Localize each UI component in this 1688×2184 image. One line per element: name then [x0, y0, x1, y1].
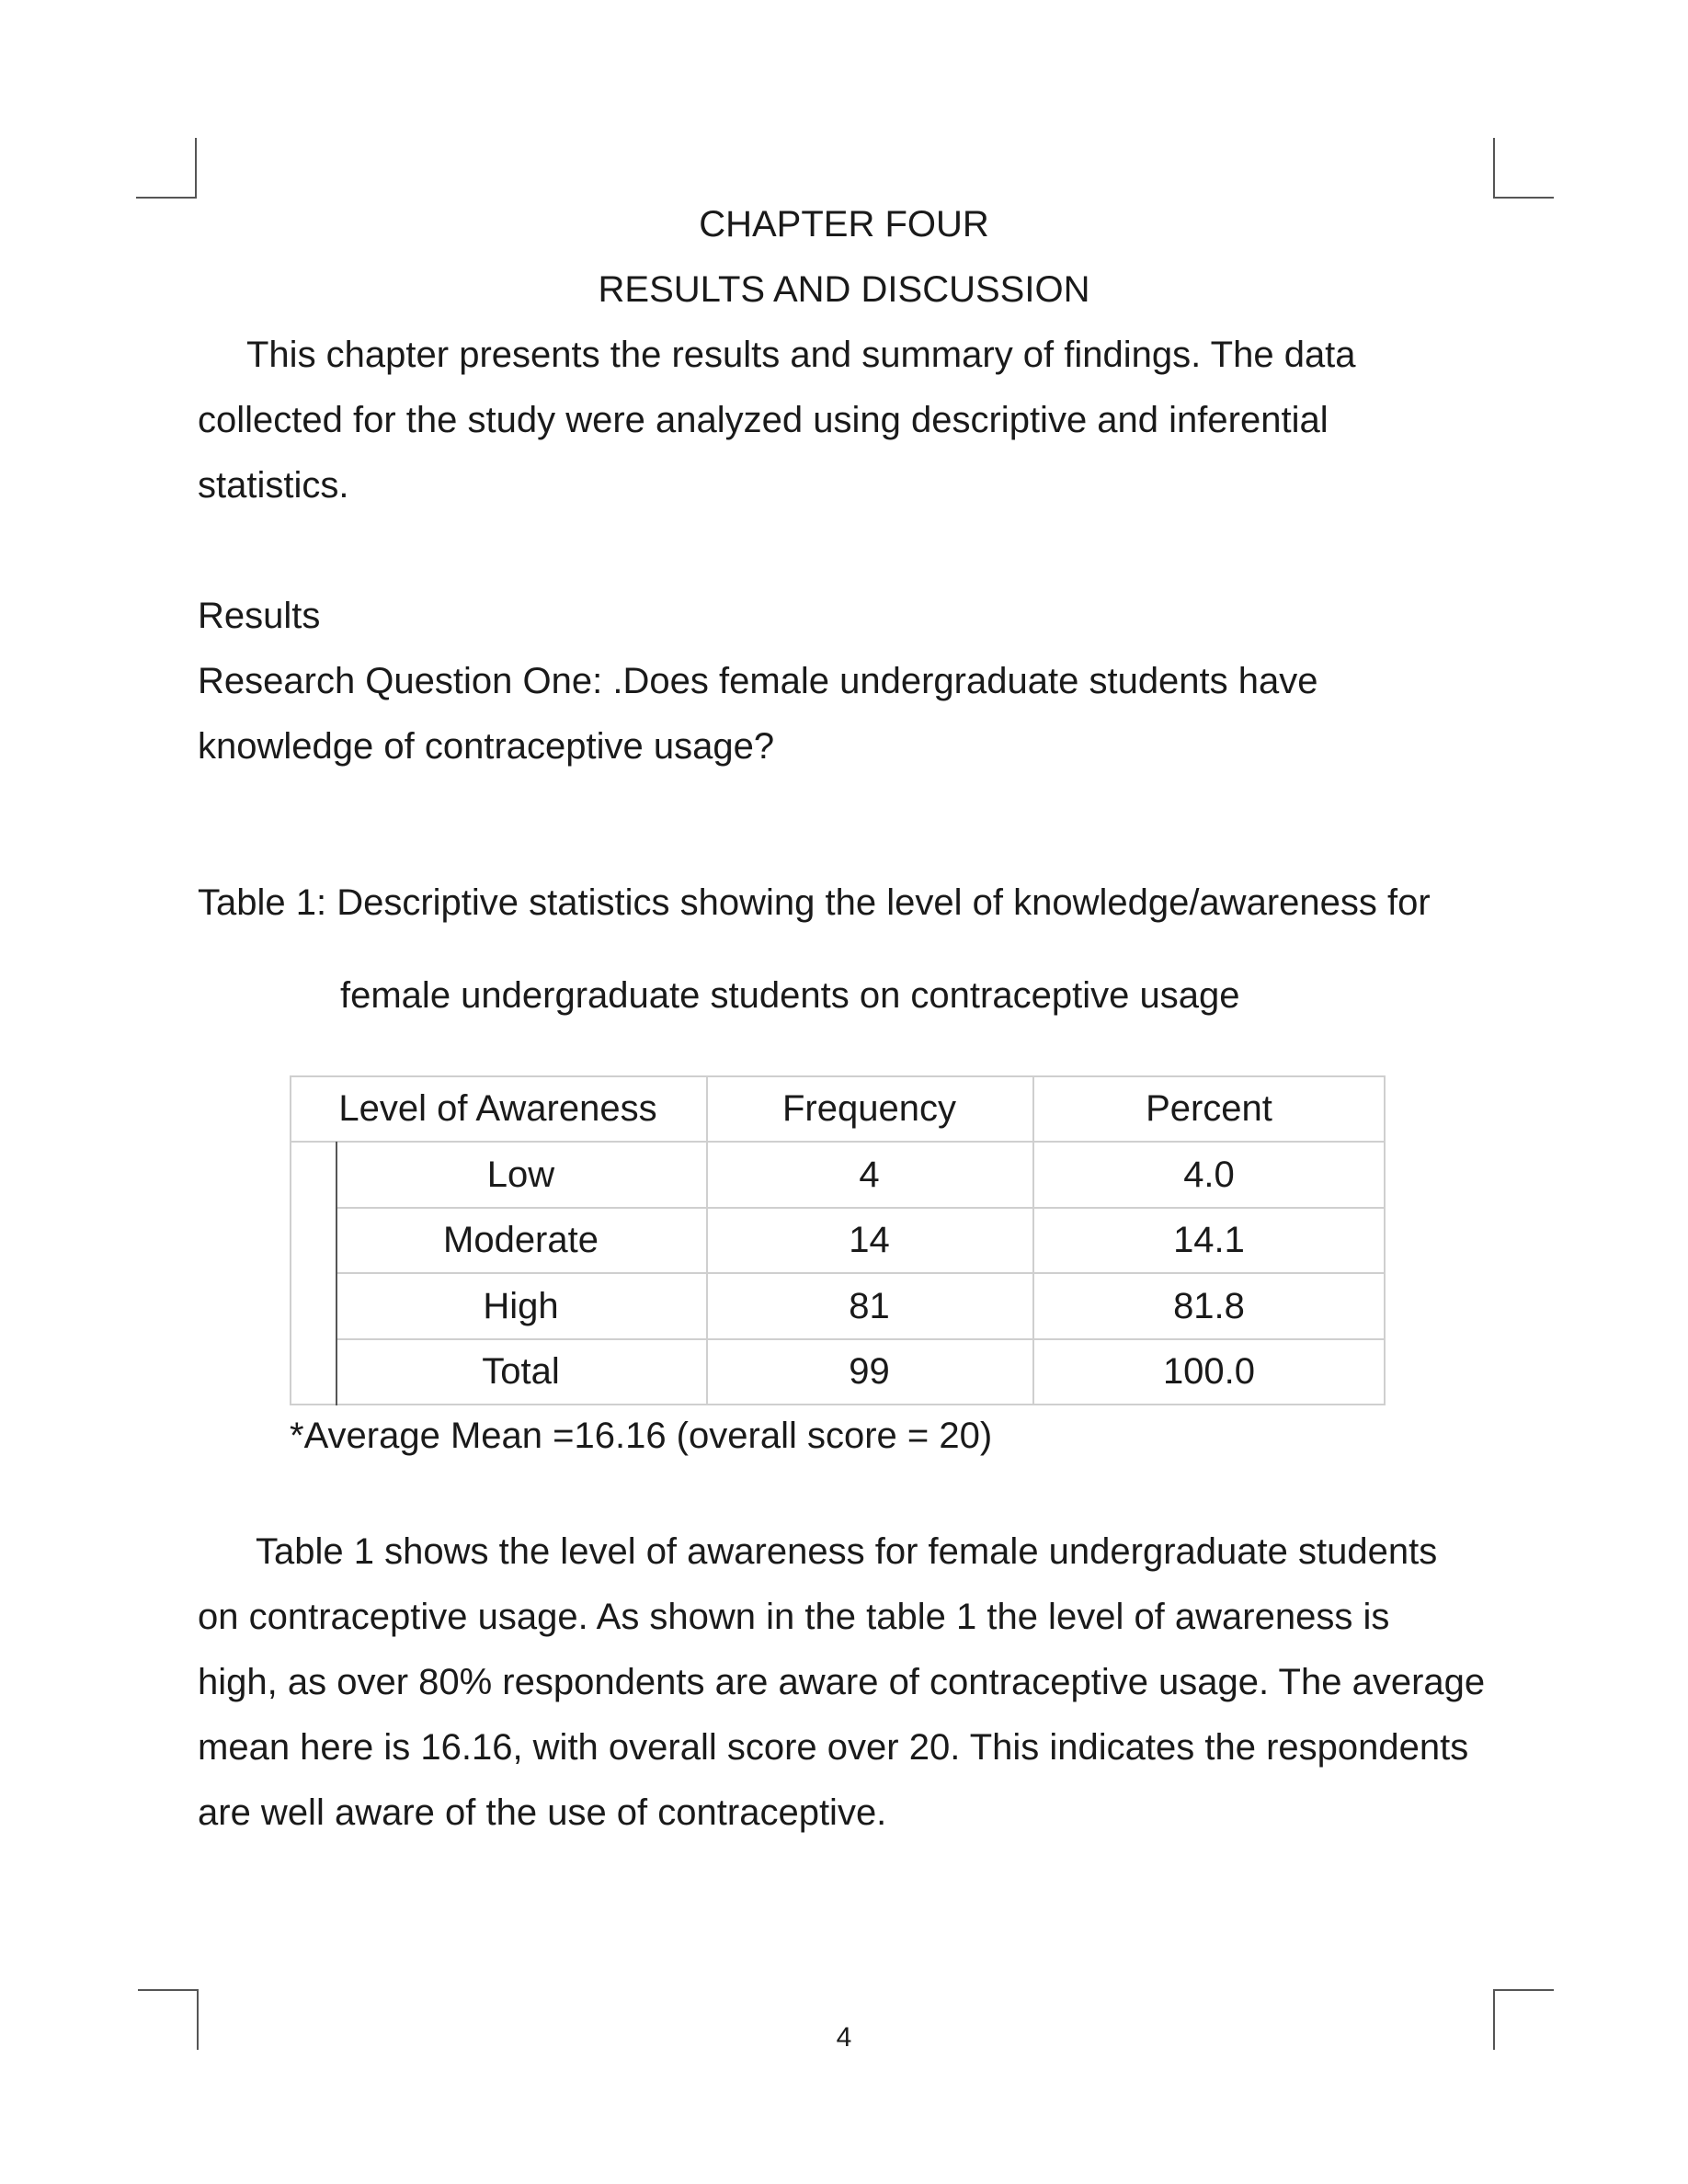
table-header-percent: Percent — [1146, 1088, 1272, 1129]
table-header-level: Level of Awareness — [338, 1088, 657, 1129]
crop-mark-top-left — [136, 138, 197, 199]
table-cell-percent: 4.0 — [1183, 1155, 1235, 1195]
table-caption-line-1: Table 1: Descriptive statistics showing the level of knowledge/awareness for — [198, 882, 1431, 923]
table-cell-level: Moderate — [443, 1220, 599, 1260]
results-heading: Results — [198, 596, 321, 636]
discussion-line-4: mean here is 16.16, with overall score over 20. This indicates the respondents — [198, 1727, 1469, 1768]
research-question-line-1: Research Question One: .Does female undergraduate students have — [198, 661, 1318, 701]
chapter-heading: CHAPTER FOUR — [699, 204, 989, 245]
discussion-line-3: high, as over 80% respondents are aware of contraceptive usage. The average — [198, 1662, 1486, 1702]
intro-line-2: collected for the study were analyzed using descriptive and inferential — [198, 400, 1329, 440]
crop-mark-top-right — [1493, 138, 1554, 199]
table-cell-level: High — [483, 1286, 559, 1326]
research-question-line-2: knowledge of contraceptive usage? — [198, 726, 775, 767]
table-cell-percent: 100.0 — [1162, 1351, 1256, 1392]
discussion-line-2: on contraceptive usage. As shown in the table 1 the level of awareness is — [198, 1597, 1390, 1637]
table-cell-percent: 81.8 — [1173, 1286, 1245, 1326]
page-number: 4 — [836, 2022, 852, 2053]
awareness-table — [290, 1075, 1398, 1406]
table-cell-level: Low — [486, 1155, 555, 1195]
table-cell-percent: 14.1 — [1173, 1220, 1245, 1260]
chapter-title: RESULTS AND DISCUSSION — [598, 269, 1090, 310]
table-caption-line-2: female undergraduate students on contraceptive usage — [340, 975, 1240, 1016]
table-cell-frequency: 81 — [849, 1286, 890, 1326]
table-footnote: *Average Mean =16.16 (overall score = 20) — [290, 1416, 993, 1456]
table-cell-frequency: 14 — [849, 1220, 890, 1260]
table-cell-frequency: 99 — [849, 1351, 890, 1392]
discussion-line-5: are well aware of the use of contraceptive. — [198, 1792, 887, 1833]
table-cell-level: Total — [482, 1351, 560, 1392]
intro-line-3: statistics. — [198, 465, 349, 506]
intro-line-1: This chapter presents the results and summary of findings. The data — [246, 335, 1356, 375]
discussion-line-1: Table 1 shows the level of awareness for female undergraduate students — [256, 1531, 1438, 1572]
table-cell-frequency: 4 — [859, 1155, 880, 1195]
table-header-frequency: Frequency — [782, 1088, 956, 1129]
